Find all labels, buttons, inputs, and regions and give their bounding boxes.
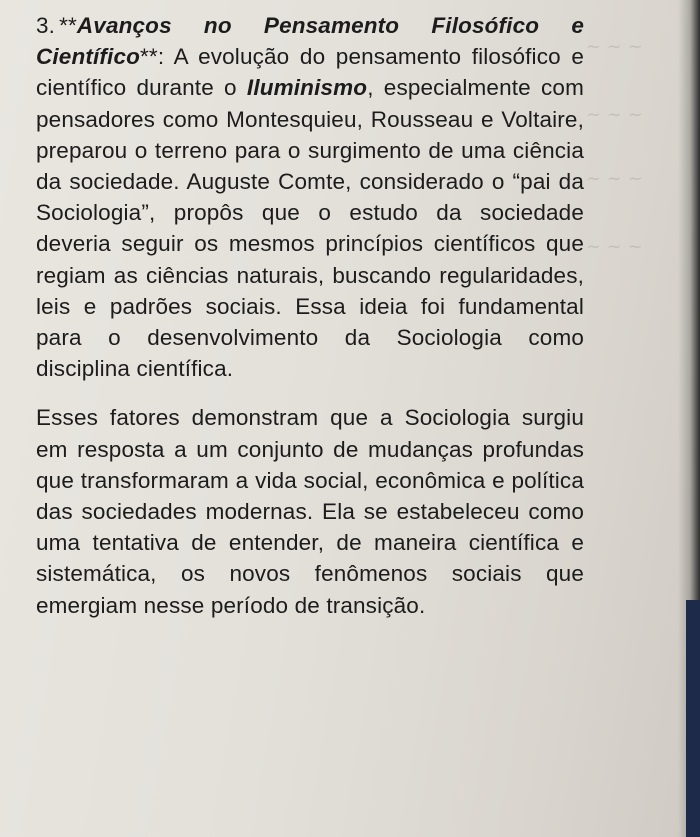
section-paragraph — [36, 10, 584, 384]
bleed-through-mark: ~ ~ ~ — [586, 104, 643, 125]
bleed-through-mark: ~ ~ ~ — [586, 236, 643, 257]
conclusion-paragraph: Esses fatores demonstram que a Sociologia surgiu em resposta a um conjunto de mudanças profundas que transformaram a vida social, econômica e política das sociedades modernas. Ela se estabeleceu como uma tentativa de entender, de maneira científica e sistemática, os novos fenômenos sociais que emergiam nesse período de transição. — [36, 405, 584, 618]
paragraph-text: , especialmente com pensadores como Montesquieu, Rousseau e Voltaire, preparou o terreno para o surgimento de uma ciência da sociedade. Auguste Comte, considerado o “pai da Sociologia”, propôs que o estudo da sociedade deveria seguir os mesmos princípios científicos que regiam as ciências naturais, buscando regularidades, leis e padrões sociais. Essa ideia foi fundamental para o desenvolvimento da Sociologia como disciplina científica. — [36, 75, 584, 382]
document-body — [36, 10, 584, 621]
markdown-prefix: ** — [59, 13, 77, 38]
section-number: 3. — [36, 13, 56, 38]
paragraph-text: A evolução do pensamento filosófico e científico durante o — [36, 44, 584, 101]
emphasized-term: Iluminismo — [246, 75, 368, 101]
bleed-through-mark: ~ ~ ~ — [586, 168, 643, 189]
background-corner — [686, 600, 700, 837]
markdown-suffix: **: — [140, 44, 165, 70]
section-heading: Avanços no Pensamento Filosófico e Científico — [36, 13, 584, 70]
bleed-through-mark: ~ ~ ~ — [586, 36, 643, 57]
